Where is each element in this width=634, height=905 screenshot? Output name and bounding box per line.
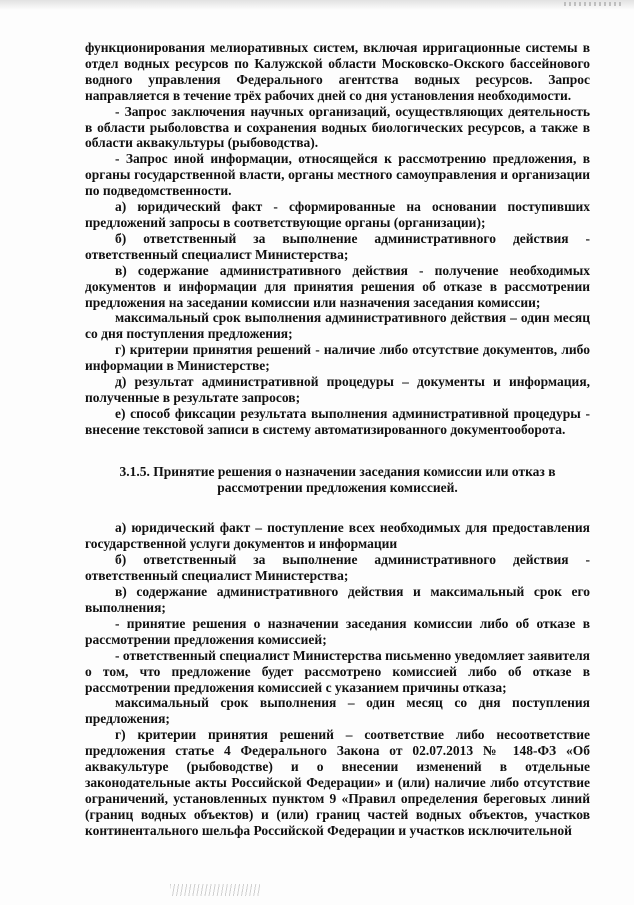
paragraph: в) содержание административного действия и максимальный срок его выполнения; <box>85 584 590 615</box>
paragraph: а) юридический факт - сформированные на основании поступивших предложений запросы в соответствующие органы (организации); <box>85 199 590 230</box>
paragraph: - принятие решения о назначении заседания комиссии либо об отказе в рассмотрении предложения комиссией; <box>85 615 590 647</box>
paragraph: - Запрос заключения научных организаций, осуществляющих деятельность в области рыболовства и сохранения водных биологических ресурсов, а также в области аквакультуры (рыбоводства). <box>85 103 590 151</box>
paragraph: максимальный срок выполнения – один месяц со дня поступления предложения; <box>85 695 590 727</box>
paragraph: - Запрос иной информации, относящейся к рассмотрению предложения, в органы государственной власти, органы местного самоуправления и организации по подведомственности. <box>85 151 590 199</box>
paragraph: е) способ фиксации результата выполнения административной процедуры - внесение текстовой записи в систему автоматизированного документооборота. <box>85 405 590 437</box>
section-heading: 3.1.5. Принятие решения о назначении заседания комиссии или отказ в рассмотрении предложения комиссией. <box>119 463 556 495</box>
scan-edge-top <box>0 0 634 10</box>
paragraph: б) ответственный за выполнение административного действия - ответственный специалист Министерства; <box>85 230 590 262</box>
paragraph: - ответственный специалист Министерства письменно уведомляет заявителя о том, что предложение будет рассмотрено комиссией либо об отказе в рассмотрении предложения комиссией с указанием причины отказа; <box>85 647 590 695</box>
paragraph: б) ответственный за выполнение административного действия - ответственный специалист Министерства; <box>85 552 590 584</box>
paragraph: г) критерии принятия решений - наличие либо отсутствие документов, либо информации в Министерстве; <box>85 342 590 374</box>
document-body <box>85 40 590 839</box>
paragraph: в) содержание административного действия - получение необходимых документов и информации для принятия решения об отказе в рассмотрении предложения на заседании комиссии или назначения заседания комиссии; <box>85 262 590 310</box>
paragraph: максимальный срок выполнения административного действия – один месяц со дня поступления предложения; <box>85 310 590 342</box>
paragraph: г) критерии принятия решений – соответствие либо несоответствие предложения статье 4 Федерального Закона от 02.07.2013 № 148-ФЗ «Об аквакультуре (рыбоводстве) и о внесении изменений в отдельные законодательные акты Российской Федерации» и (или) наличие либо отсутствие ограничений, установленных пунктом 9 «Правил определения береговых линий (границ водных объектов) и (или) границ частей водных объектов, участков континентального шельфа Российской Федерации и участков исключительной <box>85 727 590 838</box>
paragraph: а) юридический факт – поступление всех необходимых для предоставления государственной услуги документов и информации <box>85 520 590 552</box>
scan-smudge <box>170 884 260 896</box>
paragraph: функционирования мелиоративных систем, включая ирригационные системы в отдел водных ресурсов по Калужской области Московско-Окского бассейнового водного управления Федерального агентства водных ресурсов. Запрос направляется в течение трёх рабочих дней со дня установления необходимости. <box>85 40 590 103</box>
paragraph: д) результат административной процедуры – документы и информация, полученные в результате запросов; <box>85 374 590 405</box>
